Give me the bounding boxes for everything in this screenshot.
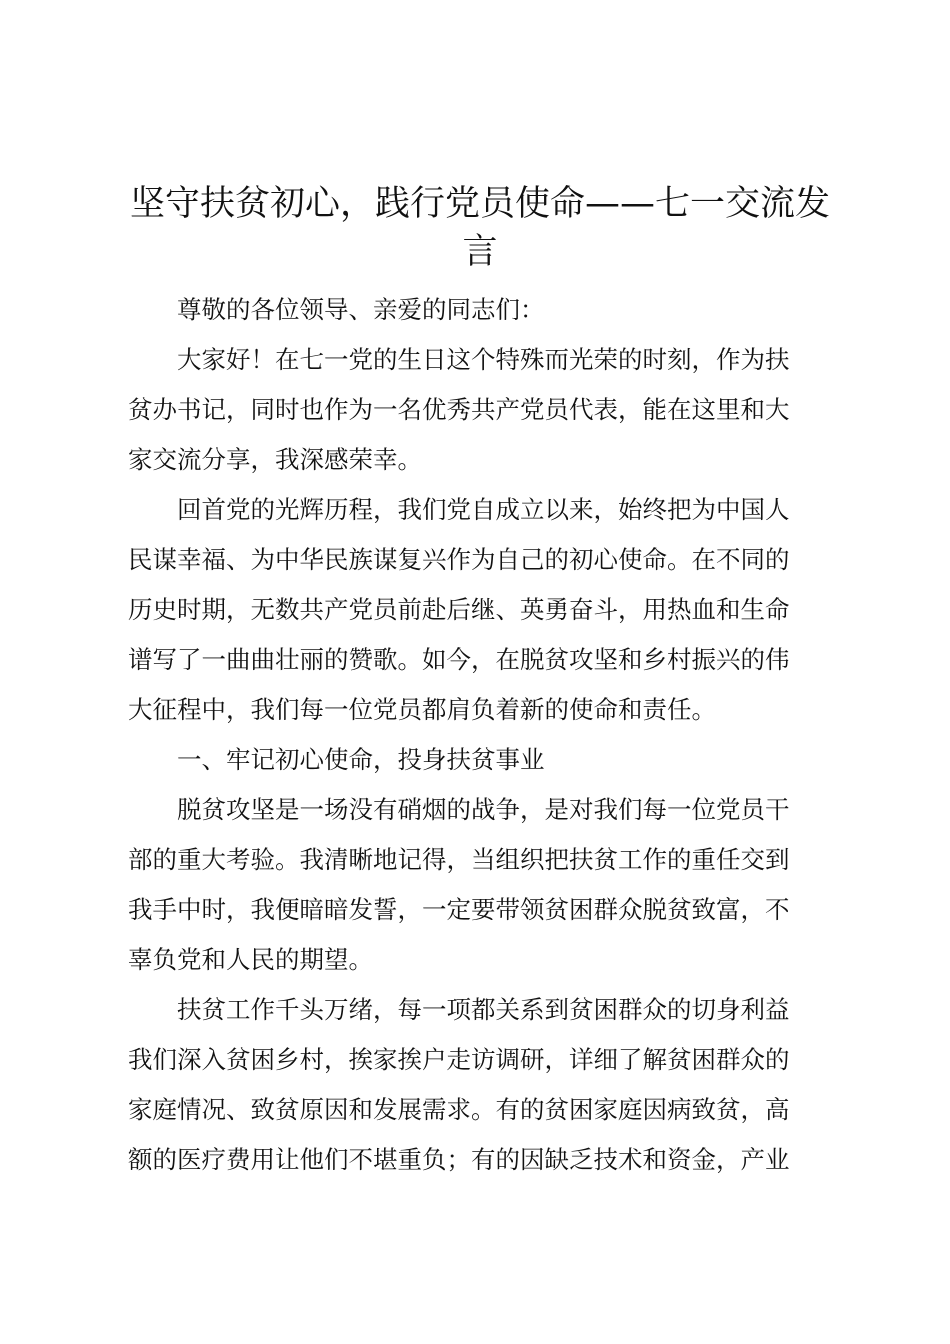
text-line: 辜负党和人民的期望。: [128, 945, 373, 974]
document-body: [128, 285, 832, 1185]
text-line: 回首党的光辉历程，我们党自成立以来，始终把为中国人: [177, 495, 790, 524]
text-line: 民谋幸福、为中华民族谋复兴作为自己的初心使命。在不同的: [128, 545, 790, 574]
text-line: 脱贫攻坚是一场没有硝烟的战争，是对我们每一位党员干: [177, 795, 790, 824]
text-line: 我手中时，我便暗暗发誓，一定要带领贫困群众脱贫致富，不: [128, 895, 790, 924]
document-title: 坚守扶贫初心，践行党员使命——七一交流发言: [129, 184, 830, 272]
text-line: 家庭情况、致贫原因和发展需求。有的贫困家庭因病致贫，高: [128, 1095, 790, 1124]
text-line: 大家好！在七一党的生日这个特殊而光荣的时刻，作为扶: [177, 345, 790, 374]
text-line: 贫办书记，同时也作为一名优秀共产党员代表，能在这里和大: [128, 395, 790, 424]
text-line: 大征程中，我们每一位党员都肩负着新的使命和责任。: [128, 695, 716, 724]
text-line: 历史时期，无数共产党员前赴后继、英勇奋斗，用热血和生命: [128, 595, 790, 624]
greeting-paragraph: [128, 335, 832, 485]
text-line: 我们深入贫困乡村，挨家挨户走访调研，详细了解贫困群众的: [128, 1045, 790, 1074]
text-line: 尊敬的各位领导、亲爱的同志们：: [177, 295, 545, 324]
text-line: 一、牢记初心使命，投身扶贫事业: [177, 745, 545, 774]
text-line: 部的重大考验。我清晰地记得，当组织把扶贫工作的重任交到: [128, 845, 790, 874]
salutation-paragraph: [128, 285, 832, 335]
poverty-work-paragraph: [128, 985, 832, 1185]
text-line: 扶贫工作千头万绪，每一项都关系到贫困群众的切身利益: [177, 995, 790, 1024]
text-line: 谱写了一曲曲壮丽的赞歌。如今，在脱贫攻坚和乡村振兴的伟: [128, 645, 790, 674]
history-paragraph: [128, 485, 832, 735]
section-heading: [128, 735, 832, 785]
poverty-battle-paragraph: [128, 785, 832, 985]
text-line: 额的医疗费用让他们不堪重负；有的因缺乏技术和资金，产业: [128, 1145, 790, 1174]
text-line: 家交流分享，我深感荣幸。: [128, 445, 422, 474]
